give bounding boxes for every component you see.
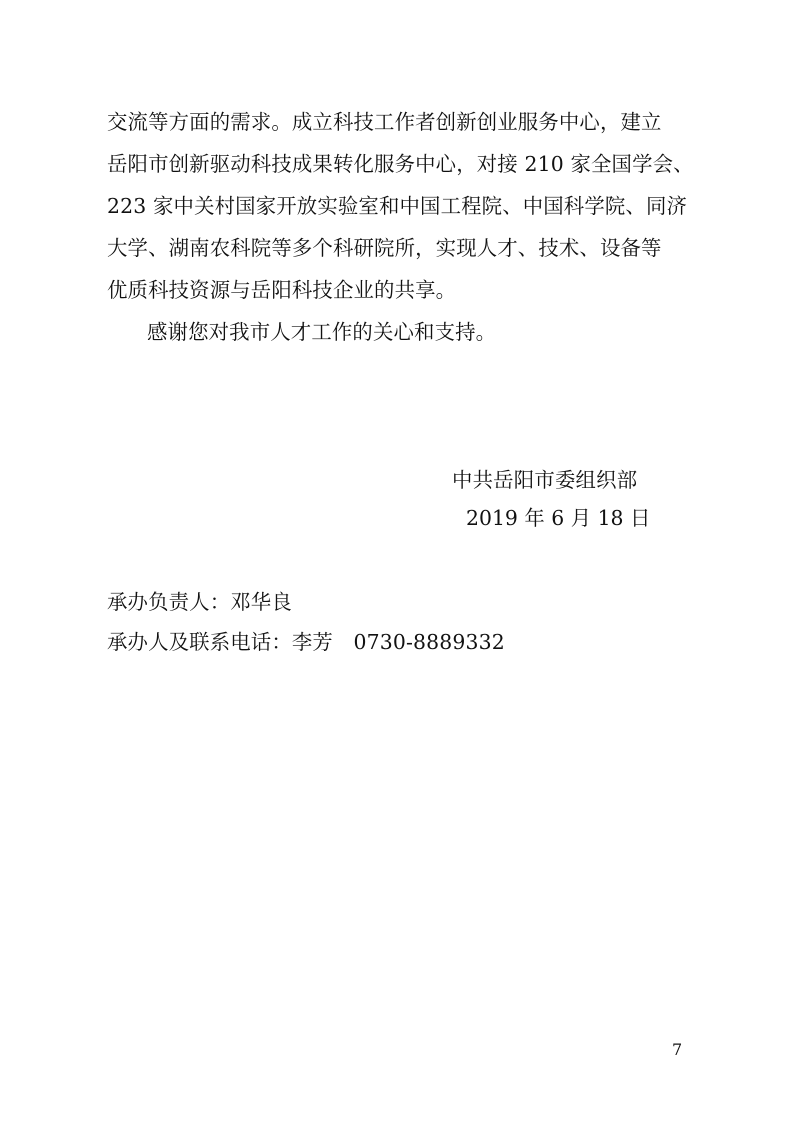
- signoff-date: 2019 年 6 月 18 日: [466, 506, 651, 530]
- contact-block: [107, 582, 692, 662]
- body-paragraph: [107, 101, 692, 353]
- body-line-3: 223 家中关村国家开放实验室和中国工程院、中国科学院、同济: [107, 194, 688, 218]
- body-line-4: 大学、湖南农科院等多个科研院所，实现人才、技术、设备等: [107, 236, 662, 260]
- page-number: 7: [672, 1040, 683, 1059]
- handler-line: 承办负责人：邓华良: [107, 590, 292, 614]
- signoff-organization: 中共岳阳市委组织部: [452, 468, 638, 492]
- closing-line: 感谢您对我市人才工作的关心和支持。: [147, 320, 497, 344]
- body-line-2: 岳阳市创新驱动科技成果转化服务中心，对接 210 家全国学会、: [107, 152, 694, 176]
- body-line-1: 交流等方面的需求。成立科技工作者创新创业服务中心，建立: [107, 110, 662, 134]
- body-line-5: 优质科技资源与岳阳科技企业的共享。: [107, 278, 457, 302]
- signoff-block: [452, 461, 692, 537]
- contact-line: 承办人及联系电话：李芳 0730-8889332: [107, 630, 505, 654]
